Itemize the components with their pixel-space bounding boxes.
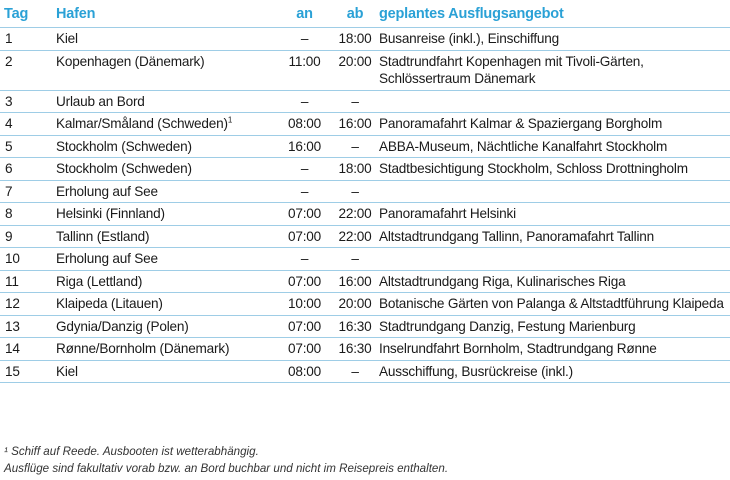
table-row: [0, 90, 730, 113]
table-row: [0, 338, 730, 361]
cell-ab: 16:00: [335, 270, 375, 293]
table-row: [0, 135, 730, 158]
hafen-name: Tallinn (Estland): [56, 228, 150, 244]
cell-tag: 5: [0, 135, 52, 158]
header-hafen: Hafen: [52, 0, 274, 28]
hafen-name: Kalmar/Småland (Schweden): [56, 116, 228, 131]
cell-an: 11:00: [274, 50, 335, 90]
cell-hafen: [52, 135, 274, 158]
cell-angebot: Stadtrundfahrt Kopenhagen mit Tivoli-Gärten, Schlössertraum Dänemark: [375, 50, 730, 90]
footnote-ausfluege: Ausflüge sind fakultativ vorab bzw. an Bord buchbar und nicht im Reisepreis enthalten.: [4, 462, 449, 475]
cell-an: 07:00: [274, 315, 335, 338]
cell-tag: 7: [0, 180, 52, 203]
cell-ab: 22:00: [335, 203, 375, 226]
table-row: [0, 28, 730, 51]
cell-an: –: [274, 158, 335, 181]
cell-ab: 16:30: [335, 315, 375, 338]
cell-angebot: Botanische Gärten von Palanga & Altstadtführung Klaipeda: [375, 293, 730, 316]
hafen-name: Kiel: [56, 363, 78, 379]
cell-angebot: Inselrundfahrt Bornholm, Stadtrundgang Rønne: [375, 338, 730, 361]
hafen-name: Gdynia/Danzig (Polen): [56, 318, 189, 334]
footnote-reede: ¹ Schiff auf Reede. Ausbooten ist wetterabhängig.: [4, 445, 259, 458]
cell-ab: 20:00: [335, 50, 375, 90]
cell-tag: 10: [0, 248, 52, 271]
table-header-row: [0, 0, 730, 28]
hafen-name: Stockholm (Schweden): [56, 161, 192, 176]
cell-angebot: ABBA-Museum, Nächtliche Kanalfahrt Stockholm: [375, 135, 730, 158]
cell-hafen: [52, 338, 274, 361]
cell-tag: 2: [0, 50, 52, 90]
table-row: [0, 113, 730, 136]
hafen-name: Erholung auf See: [56, 251, 158, 266]
table-row: [0, 158, 730, 181]
cell-tag: 8: [0, 203, 52, 226]
cell-angebot: Altstadtrundgang Tallinn, Panoramafahrt Tallinn: [375, 225, 730, 248]
cell-hafen: [52, 248, 274, 271]
cell-tag: 13: [0, 315, 52, 338]
cell-tag: 4: [0, 113, 52, 136]
cell-ab: –: [335, 248, 375, 271]
cell-hafen: [52, 203, 274, 226]
cell-tag: 3: [0, 90, 52, 113]
cell-hafen: [52, 270, 274, 293]
cell-an: 07:00: [274, 270, 335, 293]
cell-hafen: [52, 315, 274, 338]
cell-angebot: Panoramafahrt Helsinki: [375, 203, 730, 226]
cell-an: –: [274, 248, 335, 271]
cell-ab: –: [335, 90, 375, 113]
cell-hafen: [52, 293, 274, 316]
cell-angebot: Busanreise (inkl.), Einschiffung: [375, 28, 730, 51]
table-row: [0, 315, 730, 338]
table-row: [0, 360, 730, 383]
header-ab: ab: [335, 0, 375, 28]
hafen-name: Helsinki (Finnland): [56, 206, 165, 221]
cell-ab: –: [335, 180, 375, 203]
cell-angebot: Panoramafahrt Kalmar & Spaziergang Borgholm: [375, 113, 730, 136]
hafen-name: Kopenhagen (Dänemark): [56, 53, 205, 69]
cell-angebot: Stadtrundgang Danzig, Festung Marienburg: [375, 315, 730, 338]
cell-tag: 6: [0, 158, 52, 181]
cell-hafen: [52, 360, 274, 383]
hafen-name: Rønne/Bornholm (Dänemark): [56, 341, 230, 356]
cell-ab: 22:00: [335, 225, 375, 248]
cell-hafen: [52, 225, 274, 248]
header-an: an: [274, 0, 335, 28]
table-row: [0, 180, 730, 203]
table-row: [0, 248, 730, 271]
cell-angebot: Altstadtrundgang Riga, Kulinarisches Riga: [375, 270, 730, 293]
table-row: [0, 225, 730, 248]
cell-hafen: [52, 90, 274, 113]
table-row: [0, 270, 730, 293]
table-row: [0, 203, 730, 226]
cell-ab: 18:00: [335, 28, 375, 51]
cell-hafen: [52, 50, 274, 90]
hafen-name: Stockholm (Schweden): [56, 138, 192, 154]
cell-ab: 18:00: [335, 158, 375, 181]
header-angebot: geplantes Ausflugsangebot: [375, 0, 730, 28]
footnotes: [4, 443, 448, 477]
table-row: [0, 293, 730, 316]
cell-ab: 16:00: [335, 113, 375, 136]
cell-angebot: [375, 248, 730, 271]
cell-an: 10:00: [274, 293, 335, 316]
cell-tag: 1: [0, 28, 52, 51]
cell-an: 16:00: [274, 135, 335, 158]
cell-tag: 12: [0, 293, 52, 316]
cell-an: 07:00: [274, 203, 335, 226]
cell-an: 07:00: [274, 225, 335, 248]
cell-an: –: [274, 28, 335, 51]
cell-angebot: [375, 180, 730, 203]
cell-tag: 9: [0, 225, 52, 248]
footnote-marker: 1: [227, 115, 233, 125]
cell-hafen: [52, 28, 274, 51]
cell-hafen: [52, 180, 274, 203]
cell-ab: 16:30: [335, 338, 375, 361]
cell-an: –: [274, 90, 335, 113]
cell-ab: –: [335, 135, 375, 158]
table-row: [0, 50, 730, 90]
cell-tag: 14: [0, 338, 52, 361]
cell-ab: 20:00: [335, 293, 375, 316]
cell-angebot: Ausschiffung, Busrückreise (inkl.): [375, 360, 730, 383]
hafen-name: Kiel: [56, 31, 78, 46]
table-body: [0, 28, 730, 383]
cell-hafen: [52, 113, 274, 136]
cell-an: 07:00: [274, 338, 335, 361]
cell-ab: –: [335, 360, 375, 383]
hafen-name: Klaipeda (Litauen): [56, 296, 163, 311]
header-tag: Tag: [0, 0, 52, 28]
cell-an: 08:00: [274, 113, 335, 136]
cell-tag: 11: [0, 270, 52, 293]
cell-an: 08:00: [274, 360, 335, 383]
cell-angebot: [375, 90, 730, 113]
hafen-name: Urlaub an Bord: [56, 93, 145, 109]
cell-tag: 15: [0, 360, 52, 383]
cell-an: –: [274, 180, 335, 203]
cell-hafen: [52, 158, 274, 181]
cell-angebot: Stadtbesichtigung Stockholm, Schloss Drottningholm: [375, 158, 730, 181]
hafen-name: Erholung auf See: [56, 183, 158, 199]
hafen-name: Riga (Lettland): [56, 273, 143, 289]
